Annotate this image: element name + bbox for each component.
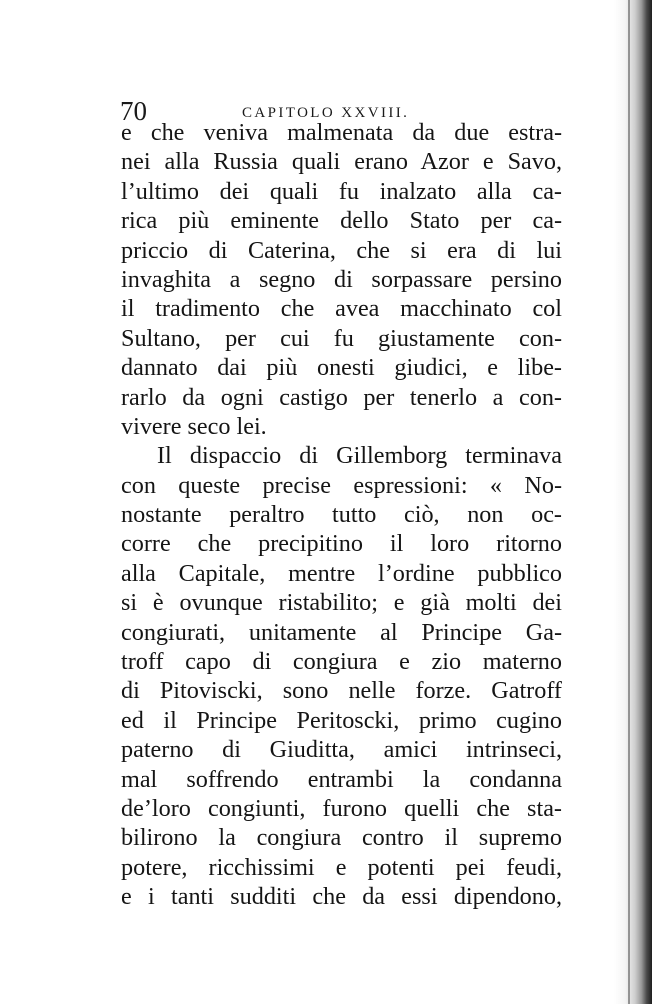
text-line: corre che precipitino il loro ritorno (121, 530, 562, 558)
text-line: l’ultimo dei quali fu inalzato alla ca- (121, 177, 562, 205)
page-edge-shadow (614, 0, 652, 1004)
text-line: il tradimento che avea macchinato col (121, 295, 562, 323)
text-line: Sultano, per cui fu giustamente con- (121, 324, 562, 352)
text-line: bilirono la congiura contro il supremo (121, 824, 562, 852)
text-line: dannato dai più onesti giudici, e libe- (121, 354, 562, 382)
text-line: e che veniva malmenata da due estra- (121, 119, 562, 146)
text-line: si è ovunque ristabilito; e già molti dei (121, 589, 562, 617)
text-line: nei alla Russia quali erano Azor e Savo, (121, 148, 562, 176)
text-line: troff capo di congiura e zio materno (121, 648, 562, 676)
text-line: mal soffrendo entrambi la condanna (121, 765, 562, 793)
text-line: di Pitoviscki, sono nelle forze. Gatroff (121, 677, 562, 705)
text-line: nostante peraltro tutto ciò, non oc- (121, 501, 562, 529)
text-line: ed il Principe Peritoscki, primo cugino (121, 706, 562, 734)
body-text (121, 118, 562, 912)
text-line: congiurati, unitamente al Principe Ga- (121, 618, 562, 646)
text-line: priccio di Caterina, che si era di lui (121, 236, 562, 264)
chapter-title: CAPITOLO XXVIII. (242, 105, 410, 121)
page-number: 70 (120, 96, 147, 126)
text-line: e i tanti sudditi che da essi dipendono, (121, 883, 562, 911)
text-line: paterno di Giuditta, amici intrinseci, (121, 736, 562, 764)
text-line: rica più eminente dello Stato per ca- (121, 207, 562, 235)
text-line: potere, ricchissimi e potenti pei feudi, (121, 853, 562, 881)
page-edge-line (628, 0, 630, 1004)
text-line: rarlo da ogni castigo per tenerlo a con- (121, 383, 562, 411)
text-line: vivere seco lei. (121, 412, 267, 440)
text-line: invaghita a segno di sorpassare persino (121, 265, 562, 293)
text-line: alla Capitale, mentre l’ordine pubblico (121, 559, 562, 587)
text-line: con queste precise espressioni: « No- (121, 471, 562, 499)
text-line: Il dispaccio di Gillemborg terminava (157, 442, 562, 470)
text-line: de’loro congiunti, furono quelli che sta- (121, 794, 562, 822)
